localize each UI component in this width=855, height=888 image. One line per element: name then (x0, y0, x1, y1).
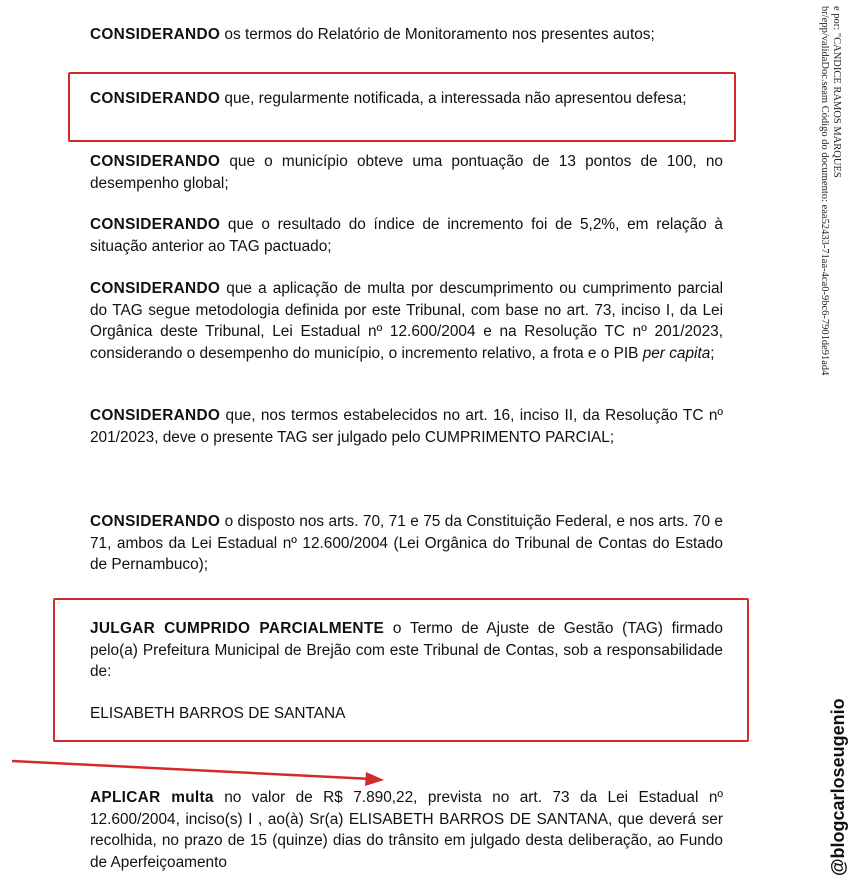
red-arrow-icon (0, 752, 400, 792)
body-text: o Termo de Ajuste de Gestão (TAG) firmado pelo(a) Prefeitura Municipal de Brejão com este Tribunal de Contas, sob a responsabilidade de: (90, 620, 723, 680)
paragraph-aplicar-multa (90, 787, 723, 873)
paragraph-considerando-1 (90, 24, 723, 46)
body-text: os termos do Relatório de Monitoramento nos presentes autos; (220, 26, 655, 43)
paragraph-considerando-7 (90, 511, 723, 576)
lead-text: CONSIDERANDO (90, 90, 221, 107)
lead-text: CONSIDERANDO (90, 407, 221, 424)
body-text: o disposto nos arts. 70, 71 e 75 da Constituição Federal, e nos arts. 70 e 71, ambos da Lei Estadual nº 12.600/2004 (Lei Orgânica do Tribunal de Contas do Estado de Pernambuco); (90, 513, 723, 573)
responsible-name: ELISABETH BARROS DE SANTANA (90, 705, 346, 722)
italic-text: per capita (642, 344, 711, 362)
margin-signature-stamp (818, 6, 842, 375)
highlight-box-julgar (53, 598, 749, 742)
tail-text: ; (710, 344, 715, 362)
lead-text: CONSIDERANDO (90, 26, 221, 43)
body-text: no valor de R$ 7.890,22, prevista no art. 73 da Lei Estadual nº 12.600/2004, inciso(s) I , ao(à) Sr(a) ELISABETH BARROS DE SANTANA, que deverá ser recolhida, no prazo de 15 (quinze) dias do trânsito em julgado desta deliberação, ao Fundo de Aperfeiçoamento (90, 789, 723, 871)
paragraph-considerando-6 (90, 405, 723, 448)
body-text: que, regularmente notificada, a interessada não apresentou defesa; (220, 90, 687, 107)
lead-text: JULGAR CUMPRIDO PARCIALMENTE (90, 620, 385, 637)
stamp-line-2: br/epp/validaDoc.seam Código do documento: eaa52433-71aa-4ca0-9bc6-7901de91ad4 (819, 6, 830, 376)
body-text: que, nos termos estabelecidos no art. 16, inciso II, da Resolução TC nº 201/2023, deve o presente TAG ser julgado pelo CUMPRIMENTO PARCIAL; (90, 407, 723, 446)
body-text: que o resultado do índice de incremento foi de 5,2%, em relação à situação anterior ao TAG pactuado; (90, 216, 723, 255)
paragraph-considerando-3 (90, 151, 723, 194)
lead-text: CONSIDERANDO (90, 216, 221, 233)
body-text: que o município obteve uma pontuação de 13 pontos de 100, no desempenho global; (90, 153, 723, 192)
paragraph-considerando-4 (90, 214, 723, 257)
lead-text: CONSIDERANDO (90, 153, 221, 170)
lead-text: CONSIDERANDO (90, 513, 221, 530)
highlight-box-defesa (68, 72, 736, 142)
lead-text: CONSIDERANDO (90, 280, 221, 297)
blog-watermark: @blogcarloseugenio (828, 698, 848, 876)
lead-text: APLICAR multa (90, 789, 214, 806)
stamp-line-1: e por: "CANDICE RAMOS MARQUES (831, 6, 842, 178)
body-text: que a aplicação de multa por descumprimento ou cumprimento parcial do TAG segue metodologia definida por este Tribunal, com base no art. 73, inciso I, da Lei Orgânica deste Tribunal, Lei Estadual nº 12.600/2004 e na Resolução TC nº 201/2023, considerando o desempenho do município, o incremento relativo, a frota e o PIB (90, 280, 723, 362)
paragraph-considerando-5 (90, 278, 723, 364)
